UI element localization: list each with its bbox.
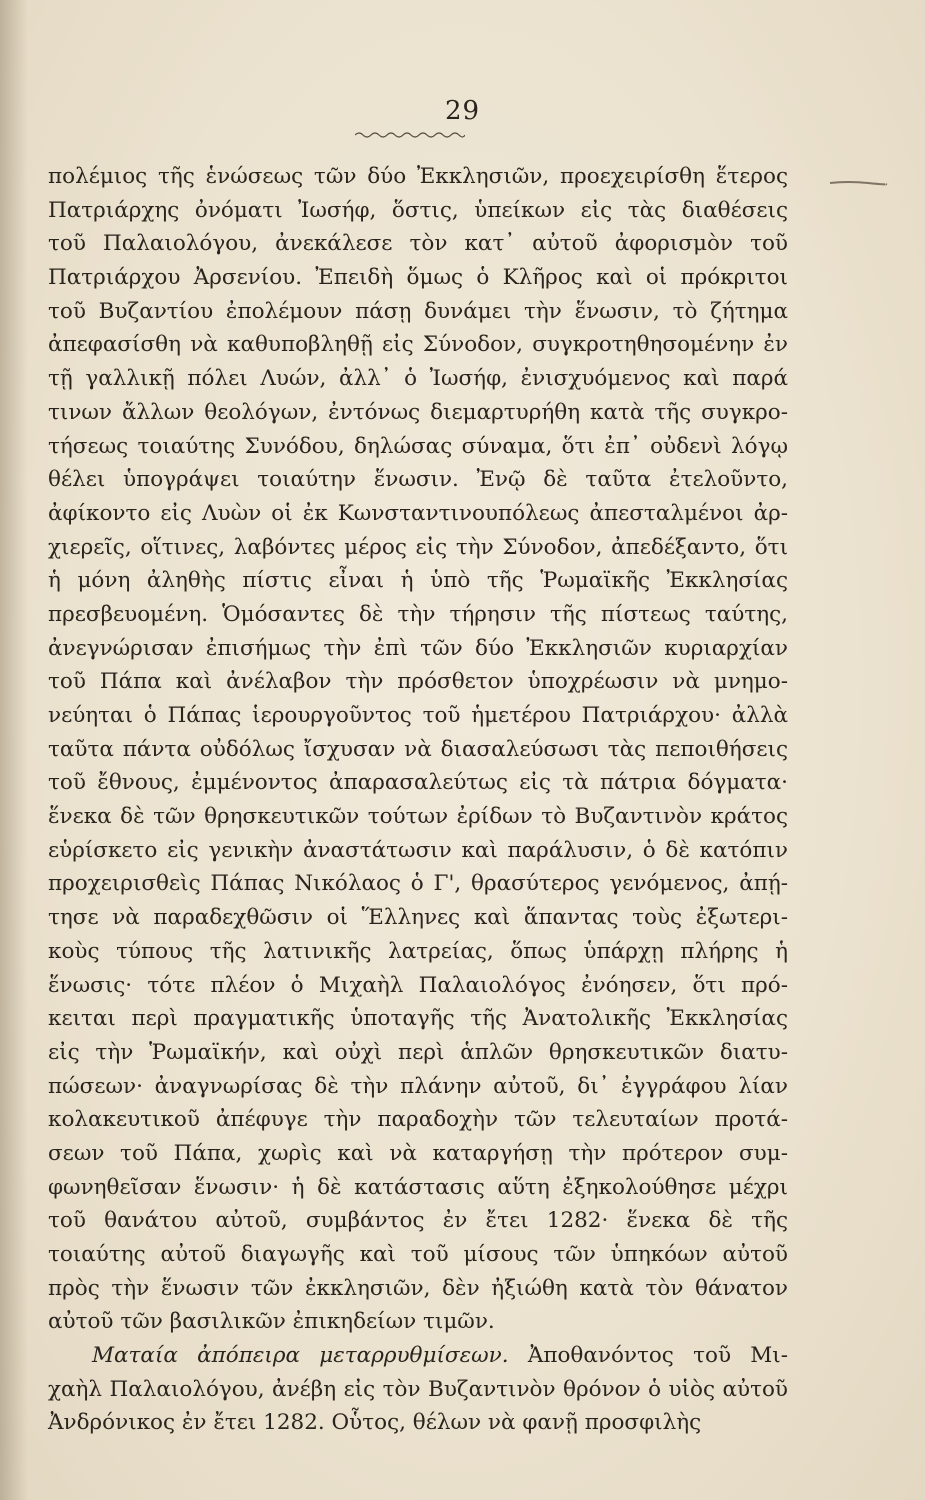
text-line: κειται περὶ πραγματικῆς ὑποταγῆς τῆς Ἀνατολικῆς Ἐκκλησίας	[48, 1006, 788, 1032]
section-paragraph	[48, 1339, 788, 1440]
text-line: τοῦ Παλαιολόγου, ἀνεκάλεσε τὸν κατ᾽ αὐτοῦ ἀφορισμὸν τοῦ	[48, 231, 788, 257]
paragraph	[48, 160, 788, 1339]
text-line: θέλει ὑπογράψει τοιαύτην ἕνωσιν. Ἐνῷ δὲ ταῦτα ἐτελοῦντο,	[48, 467, 788, 493]
text-line: χιερεῖς, οἵτινες, λαβόντες μέρος εἰς τὴν Σύνοδον, ἀπεδέξαντο, ὅτι	[48, 534, 788, 560]
text-line: τοιαύτης αὐτοῦ διαγωγῆς καὶ τοῦ μίσους τῶν ὑπηκόων αὐτοῦ	[48, 1242, 788, 1267]
text-line: φωνηθεῖσαν ἕνωσιν· ἡ δὲ κατάστασις αὕτη ἐξηκολούθησε μέχρι	[48, 1174, 788, 1200]
page-number: 29	[444, 96, 481, 126]
text-line: τοῦ Βυζαντίου ἐπολέμουν πάσῃ δυνάμει τὴν ἕνωσιν, τὸ ζήτημα	[48, 298, 788, 324]
text-line: ἡ μόνη ἀληθὴς πίστις εἶναι ἡ ὑπὸ τῆς Ῥωμαϊκῆς Ἐκκλησίας	[48, 568, 788, 594]
text-line: τοῦ ἔθνους, ἐμμένοντος ἀπαρασαλεύτως εἰς τὰ πάτρια δόγματα·	[48, 770, 788, 796]
text-line: πρεσβευομένη. Ὁμόσαντες δὲ τὴν τήρησιν τῆς πίστεως ταύτης,	[48, 601, 788, 627]
text-line: νεύηται ὁ Πάπας ἱερουργοῦντος τοῦ ἡμετέρου Πατριάρχου· ἀλλὰ	[48, 703, 788, 728]
text-line: τοῦ θανάτου αὐτοῦ, συμβάντος ἐν ἔτει 1282· ἕνεκα δὲ τῆς	[48, 1208, 788, 1234]
binding-shadow	[0, 0, 28, 1500]
text-line: τήσεως τοιαύτης Συνόδου, δηλώσας σύναμα, ὅτι ἐπ᾽ οὐδενὶ λόγῳ	[48, 433, 788, 459]
text-line: αὐτοῦ τῶν βασιλικῶν ἐπικηδείων τιμῶν.	[48, 1309, 495, 1335]
text-line: ἀπεφασίσθη νὰ καθυποβληθῇ εἰς Σύνοδον, συγκροτηθησομένην ἐν	[48, 332, 788, 358]
text-line: εἰς τὴν Ῥωμαϊκήν, καὶ οὐχὶ περὶ ἁπλῶν θρησκευτικῶν διατυ-	[48, 1039, 788, 1065]
text-line: προχειρισθεὶς Πάπας Νικόλαος ὁ Γ', θρασύτερος γενόμενος, ἀπῄ-	[48, 871, 788, 897]
text-line: κοὺς τύπους τῆς λατινικῆς λατρείας, ὅπως ὑπάρχῃ πλήρης ἡ	[48, 938, 788, 964]
text-line: πώσεων· ἀναγνωρίσας δὲ τὴν πλάνην αὐτοῦ, δι᾽ ἐγγράφου λίαν	[48, 1073, 788, 1099]
text-line: Πατριάρχης ὀνόματι Ἰωσήφ, ὅστις, ὑπείκων εἰς τὰς διαθέσεις	[48, 197, 788, 223]
text-line: Ἀνδρόνικος ἐν ἔτει 1282. Οὗτος, θέλων νὰ φανῇ προσφιλὴς	[48, 1410, 702, 1436]
text-line: Πατριάρχου Ἀρσενίου. Ἐπειδὴ ὅμως ὁ Κλῆρος καὶ οἱ πρόκριτοι	[48, 265, 788, 291]
wavy-rule-icon	[355, 130, 465, 140]
text-line	[48, 1339, 788, 1373]
section-heading: Ματαία ἀπόπειρα μεταρρυθμίσεων.	[92, 1343, 509, 1369]
section-lines	[48, 1373, 788, 1440]
margin-mark	[828, 180, 888, 186]
text-line: πολέμιος τῆς ἑνώσεως τῶν δύο Ἐκκλησιῶν, προεχειρίσθη ἕτερος	[48, 164, 788, 189]
text-line: σεων τοῦ Πάπα, χωρὶς καὶ νὰ καταργήσῃ τὴν πρότερον συμ-	[48, 1140, 788, 1166]
text-line: ἀφίκοντο εἰς Λυὼν οἱ ἐκ Κωνσταντινουπόλεως ἀπεσταλμένοι ἀρ-	[48, 500, 788, 526]
text-line: ἀνεγνώρισαν ἐπισήμως τὴν ἐπὶ τῶν δύο Ἐκκλησιῶν κυριαρχίαν	[48, 635, 788, 661]
text-line: ἕνωσις· τότε πλέον ὁ Μιχαὴλ Παλαιολόγος ἐνόησεν, ὅτι πρό-	[48, 972, 788, 998]
text-line: πρὸς τὴν ἕνωσιν τῶν ἐκκλησιῶν, δὲν ἠξιώθη κατὰ τὸν θάνατον	[48, 1275, 788, 1301]
text-line: τινων ἄλλων θεολόγων, ἐντόνως διεμαρτυρήθη κατὰ τῆς συγκρο-	[48, 399, 788, 425]
text-line: τῇ γαλλικῇ πόλει Λυών, ἀλλ᾽ ὁ Ἰωσήφ, ἐνισχυόμενος καὶ παρά	[48, 366, 788, 392]
body-text	[48, 160, 788, 1440]
text-line: κολακευτικοῦ ἀπέφυγε τὴν παραδοχὴν τῶν τελευταίων προτά-	[48, 1107, 788, 1133]
text-line: εὑρίσκετο εἰς γενικὴν ἀναστάτωσιν καὶ παράλυσιν, ὁ δὲ κατόπιν	[48, 837, 788, 863]
text-line: τοῦ Πάπα καὶ ἀνέλαβον τὴν πρόσθετον ὑποχρέωσιν νὰ μνημο-	[48, 669, 788, 695]
text-line: ταῦτα πάντα οὐδόλως ἴσχυσαν νὰ διασαλεύσωσι τὰς πεποιθήσεις	[48, 736, 788, 762]
text-line: τησε νὰ παραδεχθῶσιν οἱ Ἕλληνες καὶ ἅπαντας τοὺς ἐξωτερι-	[48, 905, 788, 931]
text-line: χαὴλ Παλαιολόγου, ἀνέβη εἰς τὸν Βυζαντινὸν θρόνον ὁ υἱὸς αὐτοῦ	[48, 1376, 788, 1402]
text-line: ἕνεκα δὲ τῶν θρησκευτικῶν τούτων ἐρίδων τὸ Βυζαντινὸν κράτος	[48, 804, 788, 830]
section-first-line: Ἀποθανόντος τοῦ Μι-	[527, 1343, 788, 1369]
